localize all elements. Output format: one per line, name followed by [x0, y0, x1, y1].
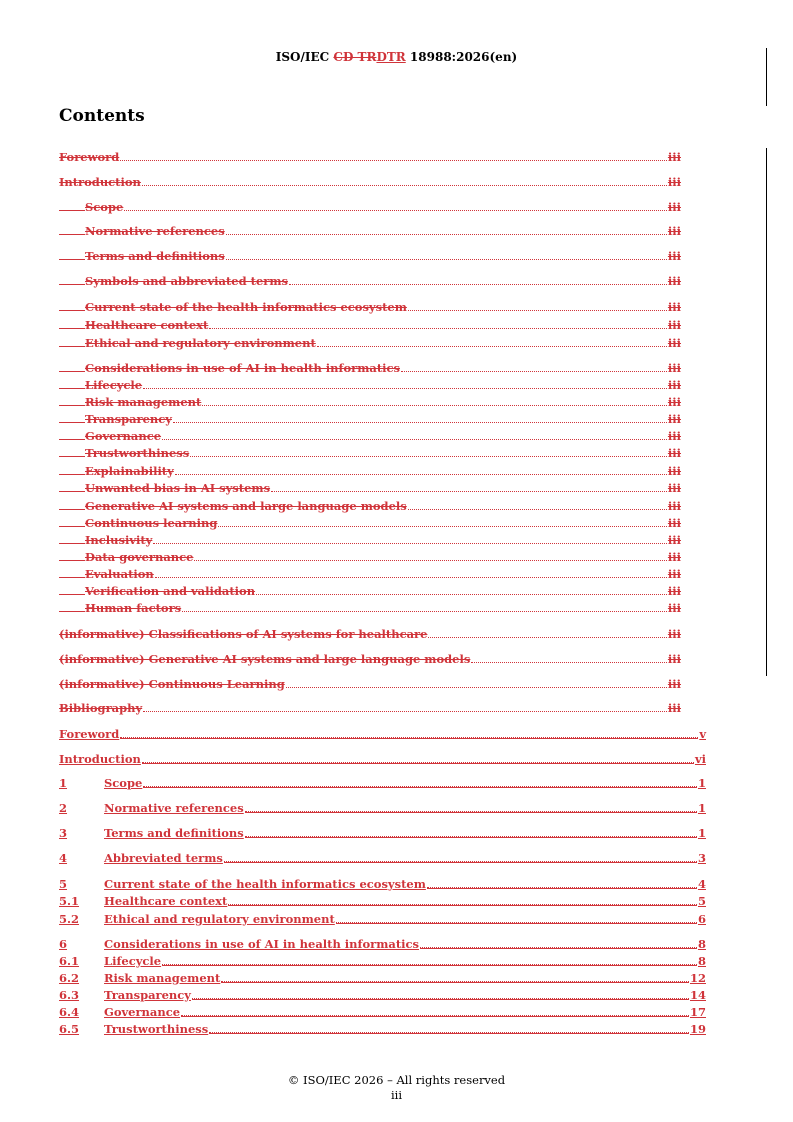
- toc-section-number: 5.2: [59, 912, 80, 926]
- toc-entry-deleted[interactable]: [59, 361, 681, 376]
- toc-page-number: iii: [667, 336, 681, 350]
- toc-entry-inserted[interactable]: [59, 1022, 706, 1036]
- toc-entry-title: Current state of the health informatics ecosystem: [104, 877, 426, 891]
- toc-entry-inserted[interactable]: [59, 912, 706, 926]
- toc-entry-title: Data governance: [85, 550, 194, 564]
- header-inserted-text: DTR: [376, 50, 406, 64]
- toc-page-number: iii: [667, 249, 681, 263]
- toc-entry-deleted[interactable]: [59, 652, 681, 666]
- toc-dot-leader: [173, 422, 667, 423]
- toc-dot-leader: [228, 904, 697, 905]
- toc-entry-title: Transparency: [104, 988, 191, 1002]
- toc-entry-title: Transparency: [85, 412, 172, 426]
- toc-indent-rule: [59, 439, 85, 440]
- toc-dot-leader: [202, 405, 667, 406]
- toc-entry-title: Trustworthiness: [85, 446, 190, 460]
- toc-entry-title: Unwanted bias in AI systems: [85, 481, 271, 495]
- toc-entry-title: Scope: [85, 200, 124, 214]
- toc-entry-title: Inclusivity: [85, 533, 153, 547]
- toc-entry-title: Trustworthiness: [104, 1022, 209, 1036]
- toc-page-number: iii: [667, 516, 681, 530]
- toc-entry-title: Scope: [104, 776, 143, 790]
- toc-entry-title: Considerations in use of AI in health informatics: [104, 937, 419, 951]
- toc-entry-title: (informative) Classifications of AI systems for healthcare: [59, 627, 428, 641]
- toc-entry-title: Explainability: [85, 464, 174, 478]
- toc-page-number: 4: [697, 877, 706, 891]
- toc-page-number: 6: [697, 912, 706, 926]
- toc-entry-title: Considerations in use of AI in health informatics: [85, 361, 400, 375]
- header-deleted-text: CD TR: [333, 50, 377, 64]
- toc-dot-leader: [317, 346, 667, 347]
- toc-section-number: 1: [59, 776, 68, 790]
- toc-entry-title: Normative references: [85, 224, 225, 238]
- toc-entry-inserted[interactable]: [59, 727, 706, 741]
- toc-section-number: 2: [59, 801, 68, 815]
- toc-entry-inserted[interactable]: [59, 752, 706, 766]
- toc-entry-deleted[interactable]: [59, 499, 681, 514]
- toc-entry-inserted[interactable]: [59, 776, 706, 790]
- toc-dot-leader: [209, 328, 667, 329]
- toc-dot-leader: [256, 594, 667, 595]
- toc-section-number: 6.1: [59, 954, 80, 968]
- toc-indent-rule: [59, 405, 85, 406]
- toc-dot-leader: [408, 310, 667, 311]
- toc-dot-leader: [428, 637, 666, 638]
- toc-entry-title: Healthcare context: [104, 894, 228, 908]
- toc-dot-leader: [286, 687, 667, 688]
- toc-dot-leader: [401, 371, 667, 372]
- toc-entry-deleted[interactable]: [59, 175, 681, 189]
- toc-page-number: 14: [689, 988, 706, 1002]
- toc-dot-leader: [245, 811, 697, 812]
- toc-indent-rule: [59, 526, 85, 527]
- toc-entry-title: Verification and validation: [85, 584, 256, 598]
- toc-entry-deleted[interactable]: [59, 395, 681, 410]
- toc-entry-title: Evaluation: [85, 567, 154, 581]
- copyright-notice: © ISO/IEC 2026 – All rights reserved: [287, 1073, 506, 1087]
- toc-section-number: 6.3: [59, 988, 80, 1002]
- toc-entry-title: Continuous learning: [85, 516, 218, 530]
- toc-dot-leader: [142, 762, 694, 763]
- toc-entry-deleted[interactable]: [59, 584, 681, 599]
- toc-page-number: 8: [697, 954, 706, 968]
- toc-entry-inserted[interactable]: [59, 894, 706, 908]
- toc-entry-deleted[interactable]: [59, 601, 681, 616]
- toc-page-number: iii: [667, 395, 681, 409]
- toc-dot-leader: [226, 259, 667, 260]
- toc-indent-rule: [59, 284, 85, 285]
- toc-entry-inserted[interactable]: [59, 826, 706, 840]
- toc-entry-title: Terms and definitions: [104, 826, 244, 840]
- toc-entry-deleted[interactable]: [59, 677, 681, 691]
- toc-dot-leader: [175, 474, 667, 475]
- toc-indent-rule: [59, 560, 85, 561]
- toc-entry-title: Risk management: [104, 971, 221, 985]
- toc-entry-deleted[interactable]: [59, 249, 681, 264]
- toc-dot-leader: [224, 861, 697, 862]
- toc-indent-rule: [59, 259, 85, 260]
- toc-dot-leader: [194, 560, 666, 561]
- toc-page-number: 8: [697, 937, 706, 951]
- toc-entry-title: (informative) Continuous Learning: [59, 677, 285, 691]
- toc-section-number: 5: [59, 877, 68, 891]
- toc-dot-leader: [182, 611, 667, 612]
- toc-entry-title: Risk management: [85, 395, 202, 409]
- toc-page-number: iii: [667, 300, 681, 314]
- toc-entry-title: Governance: [85, 429, 162, 443]
- toc-entry-deleted[interactable]: [59, 533, 681, 548]
- toc-dot-leader: [162, 964, 697, 965]
- toc-page-number: 1: [697, 826, 706, 840]
- toc-indent-rule: [59, 611, 85, 612]
- toc-dot-leader: [162, 439, 667, 440]
- toc-indent-rule: [59, 234, 85, 235]
- toc-page-number: iii: [667, 652, 681, 666]
- toc-page-number: iii: [667, 274, 681, 288]
- toc-entry-title: Lifecycle: [85, 378, 143, 392]
- toc-page-number: iii: [667, 361, 681, 375]
- toc-page-number: v: [699, 727, 706, 741]
- toc-entry-inserted[interactable]: [59, 988, 706, 1002]
- page-number: iii: [390, 1088, 403, 1102]
- toc-entry-deleted[interactable]: [59, 567, 681, 582]
- toc-dot-leader: [471, 662, 667, 663]
- toc-entry-deleted[interactable]: [59, 318, 681, 333]
- toc-indent-rule: [59, 388, 85, 389]
- toc-page-number: iii: [667, 378, 681, 392]
- toc-entry-deleted[interactable]: [59, 516, 681, 531]
- toc-entry-title: Abbreviated terms: [104, 851, 223, 865]
- toc-page-number: iii: [667, 481, 681, 495]
- change-bar: [766, 148, 767, 676]
- toc-page-number: iii: [667, 627, 681, 641]
- toc-section-number: 5.1: [59, 894, 80, 908]
- header-suffix: 18988:2026(en): [405, 50, 518, 64]
- toc-page-number: 3: [697, 851, 706, 865]
- toc-entry-deleted[interactable]: [59, 481, 681, 496]
- toc-section-number: 6.4: [59, 1005, 80, 1019]
- toc-dot-leader: [143, 786, 697, 787]
- toc-page-number: iii: [667, 701, 681, 715]
- toc-dot-leader: [427, 887, 697, 888]
- toc-dot-leader: [226, 234, 667, 235]
- toc-dot-leader: [190, 456, 667, 457]
- toc-page-number: iii: [667, 567, 681, 581]
- toc-indent-rule: [59, 594, 85, 595]
- toc-page-number: iii: [667, 446, 681, 460]
- header-prefix: ISO/IEC: [275, 50, 334, 64]
- toc-dot-leader: [143, 388, 667, 389]
- toc-entry-title: Governance: [104, 1005, 181, 1019]
- toc-entry-title: Symbols and abbreviated terms: [85, 274, 288, 288]
- toc-entry-inserted[interactable]: [59, 877, 706, 891]
- toc-indent-rule: [59, 577, 85, 578]
- toc-page-number: iii: [667, 175, 681, 189]
- toc-entry-title: Generative AI systems and large language models: [85, 499, 407, 513]
- toc-entry-title: Terms and definitions: [85, 249, 225, 263]
- toc-indent-rule: [59, 328, 85, 329]
- toc-entry-inserted[interactable]: [59, 971, 706, 985]
- toc-entry-deleted[interactable]: [59, 701, 681, 715]
- toc-entry-inserted[interactable]: [59, 851, 706, 865]
- toc-indent-rule: [59, 456, 85, 457]
- toc-page-number: iii: [667, 584, 681, 598]
- toc-page-number: 19: [689, 1022, 706, 1036]
- page-footer: [0, 1073, 793, 1103]
- toc-section-number: 6.2: [59, 971, 80, 985]
- toc-page-number: iii: [667, 224, 681, 238]
- toc-dot-leader: [420, 947, 697, 948]
- toc-page-number: iii: [667, 550, 681, 564]
- toc-entry-deleted[interactable]: [59, 300, 681, 315]
- toc-entry-inserted[interactable]: [59, 1005, 706, 1019]
- toc-dot-leader: [209, 1032, 689, 1033]
- toc-entry-title: Foreword: [59, 727, 120, 741]
- toc-section-number: 6.5: [59, 1022, 80, 1036]
- toc-dot-leader: [336, 922, 697, 923]
- toc-indent-rule: [59, 543, 85, 544]
- toc-entry-deleted[interactable]: [59, 200, 681, 215]
- toc-dot-leader: [153, 543, 667, 544]
- toc-page-number: iii: [667, 200, 681, 214]
- toc-indent-rule: [59, 371, 85, 372]
- toc-entry-deleted[interactable]: [59, 150, 681, 164]
- toc-entry-deleted[interactable]: [59, 378, 681, 393]
- toc-dot-leader: [142, 185, 667, 186]
- toc-page-number: iii: [667, 429, 681, 443]
- toc-page-number: 17: [689, 1005, 706, 1019]
- toc-entry-title: Current state of the health informatics ecosystem: [85, 300, 407, 314]
- toc-indent-rule: [59, 310, 85, 311]
- toc-page-number: 1: [697, 801, 706, 815]
- toc-entry-title: Human factors: [85, 601, 182, 615]
- toc-entry-deleted[interactable]: [59, 224, 681, 239]
- toc-entry-title: Introduction: [59, 175, 141, 189]
- toc-page-number: iii: [667, 150, 681, 164]
- toc-entry-title: Bibliography: [59, 701, 143, 715]
- toc-dot-leader: [221, 981, 689, 982]
- toc-page-number: iii: [667, 601, 681, 615]
- change-bar: [766, 48, 767, 106]
- toc-section-number: 6: [59, 937, 68, 951]
- toc-entry-inserted[interactable]: [59, 937, 706, 951]
- toc-dot-leader: [143, 711, 667, 712]
- toc-dot-leader: [218, 526, 666, 527]
- toc-entry-deleted[interactable]: [59, 429, 681, 444]
- toc-section-number: 3: [59, 826, 68, 840]
- toc-entry-title: Normative references: [104, 801, 244, 815]
- toc-section-number: 4: [59, 851, 68, 865]
- contents-title: Contents: [59, 106, 145, 126]
- toc-indent-rule: [59, 491, 85, 492]
- toc-dot-leader: [155, 577, 667, 578]
- toc-dot-leader: [289, 284, 667, 285]
- toc-entry-title: Foreword: [59, 150, 120, 164]
- toc-entry-deleted[interactable]: [59, 412, 681, 427]
- toc-dot-leader: [245, 836, 697, 837]
- toc-indent-rule: [59, 509, 85, 510]
- toc-page-number: iii: [667, 464, 681, 478]
- toc-page-number: vi: [694, 752, 706, 766]
- toc-entry-deleted[interactable]: [59, 627, 681, 641]
- toc-indent-rule: [59, 346, 85, 347]
- toc-entry-title: Ethical and regulatory environment: [104, 912, 335, 926]
- toc-indent-rule: [59, 474, 85, 475]
- toc-dot-leader: [181, 1015, 689, 1016]
- toc-dot-leader: [408, 509, 667, 510]
- toc-entry-deleted[interactable]: [59, 550, 681, 565]
- toc-page-number: iii: [667, 412, 681, 426]
- toc-entry-title: (informative) Generative AI systems and large language models: [59, 652, 471, 666]
- toc-dot-leader: [192, 998, 689, 999]
- toc-entry-title: Introduction: [59, 752, 141, 766]
- toc-page-number: iii: [667, 318, 681, 332]
- toc-entry-deleted[interactable]: [59, 446, 681, 461]
- toc-entry-title: Healthcare context: [85, 318, 209, 332]
- toc-page-number: 12: [689, 971, 706, 985]
- toc-entry-title: Ethical and regulatory environment: [85, 336, 316, 350]
- toc-dot-leader: [124, 210, 667, 211]
- toc-page-number: iii: [667, 499, 681, 513]
- toc-indent-rule: [59, 210, 85, 211]
- toc-entry-inserted[interactable]: [59, 801, 706, 815]
- toc-dot-leader: [271, 491, 667, 492]
- toc-entry-deleted[interactable]: [59, 274, 681, 289]
- toc-indent-rule: [59, 422, 85, 423]
- toc-entry-inserted[interactable]: [59, 954, 706, 968]
- toc-page-number: iii: [667, 533, 681, 547]
- table-of-contents: [59, 0, 706, 1122]
- toc-dot-leader: [120, 160, 667, 161]
- toc-page-number: iii: [667, 677, 681, 691]
- toc-entry-title: Lifecycle: [104, 954, 162, 968]
- toc-page-number: 5: [697, 894, 706, 908]
- toc-entry-deleted[interactable]: [59, 336, 681, 351]
- toc-dot-leader: [120, 737, 698, 738]
- toc-entry-deleted[interactable]: [59, 464, 681, 479]
- toc-page-number: 1: [697, 776, 706, 790]
